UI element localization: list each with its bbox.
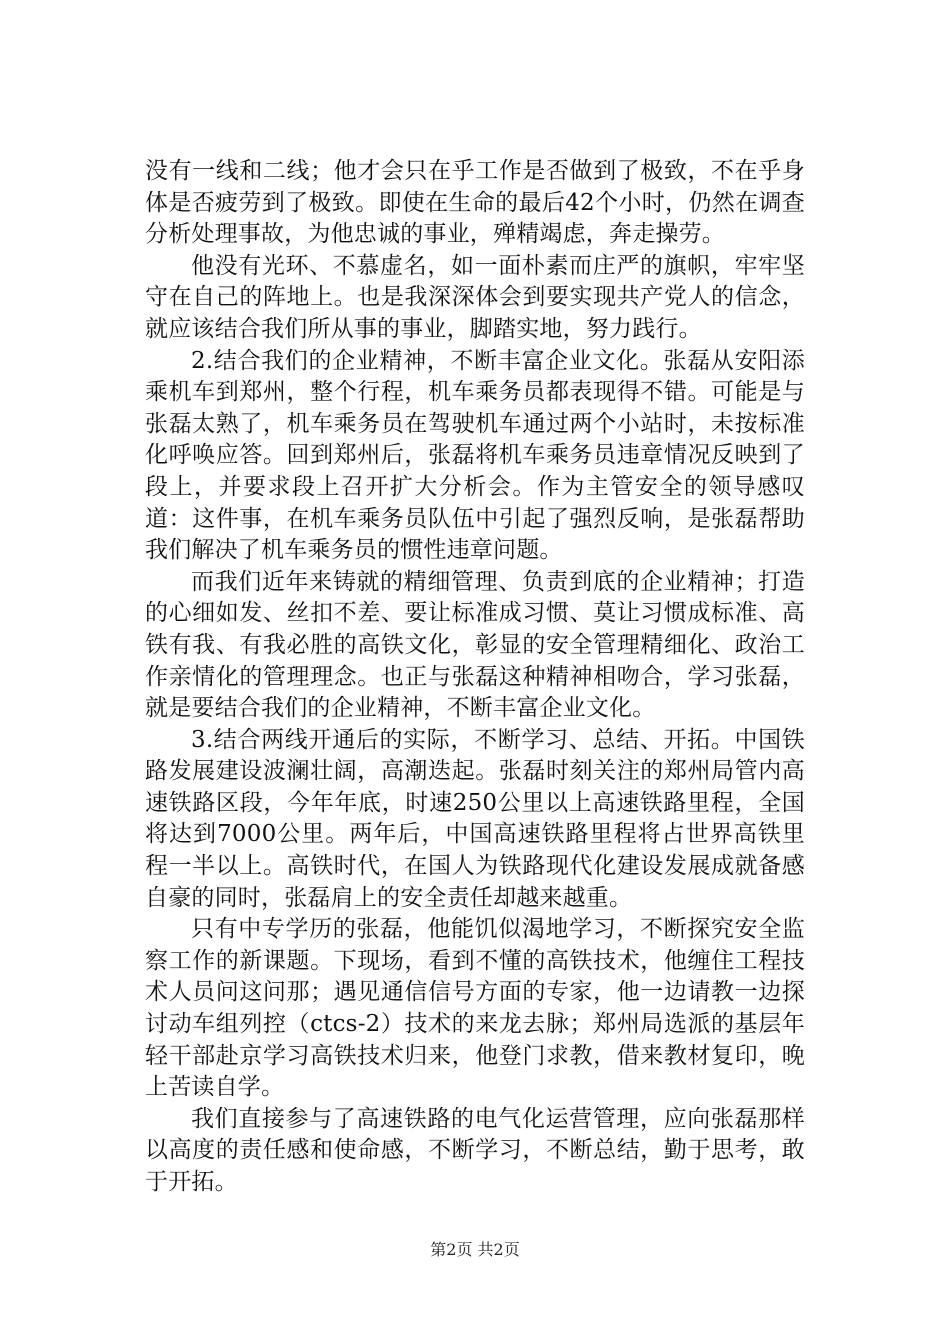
paragraph: 他没有光环、不慕虚名，如一面朴素而庄严的旗帜，牢牢坚守在自己的阵地上。也是我深深体会到要实现共产党人的信念，就应该结合我们所从事的事业，脚踏实地，努力践行。 — [145, 252, 805, 342]
paragraph: 而我们近年来铸就的精细管理、负责到底的企业精神；打造的心细如发、丝扣不差、要让标准成习惯、莫让习惯成标准、高铁有我、有我必胜的高铁文化，彰显的安全管理精细化、政治工作亲情化的管理理念。也正与张磊这种精神相吻合，学习张磊，就是要结合我们的企业精神，不断丰富企业文化。 — [145, 568, 805, 722]
paragraph: 我们直接参与了高速铁路的电气化运营管理，应向张磊那样以高度的责任感和使命感，不断学习，不断总结，勤于思考，敢于开拓。 — [145, 1105, 805, 1195]
paragraph: 只有中专学历的张磊，他能饥似渴地学习，不断探究安全监察工作的新课题。下现场，看到不懂的高铁技术，他缠住工程技术人员问这问那；遇见通信信号方面的专家，他一边请教一边探讨动车组列控（ctcs-2）技术的来龙去脉；郑州局选派的基层年轻干部赴京学习高铁技术归来，他登门求教，借来教材复印，晚上苦读自学。 — [145, 916, 805, 1101]
document-body — [145, 156, 805, 1199]
paragraph-section-2: 2.结合我们的企业精神，不断丰富企业文化。张磊从安阳添乘机车到郑州，整个行程，机车乘务员都表现得不错。可能是与张磊太熟了，机车乘务员在驾驶机车通过两个小站时，未按标准化呼唤应答。回到郑州后，张磊将机车乘务员违章情况反映到了段上，并要求段上召开扩大分析会。作为主管安全的领导感叹道：这件事，在机车乘务员队伍中引起了强烈反响，是张磊帮助我们解决了机车乘务员的惯性违章问题。 — [145, 347, 805, 564]
paragraph-continued: 没有一线和二线；他才会只在乎工作是否做到了极致，不在乎身体是否疲劳到了极致。即使在生命的最后42个小时，仍然在调查分析处理事故，为他忠诚的事业，殚精竭虑，奔走操劳。 — [145, 158, 805, 248]
page-footer: 第2页 共2页 — [430, 1240, 520, 1259]
paragraph-section-3: 3.结合两线开通后的实际，不断学习、总结、开拓。中国铁路发展建设波澜壮阔，高潮迭起。张磊时刻关注的郑州局管内高速铁路区段，今年年底，时速250公里以上高速铁路里程，全国将达到7000公里。两年后，中国高速铁路里程将占世界高铁里程一半以上。高铁时代，在国人为铁路现代化建设发展成就备感自豪的同时，张磊肩上的安全责任却越来越重。 — [145, 726, 805, 911]
